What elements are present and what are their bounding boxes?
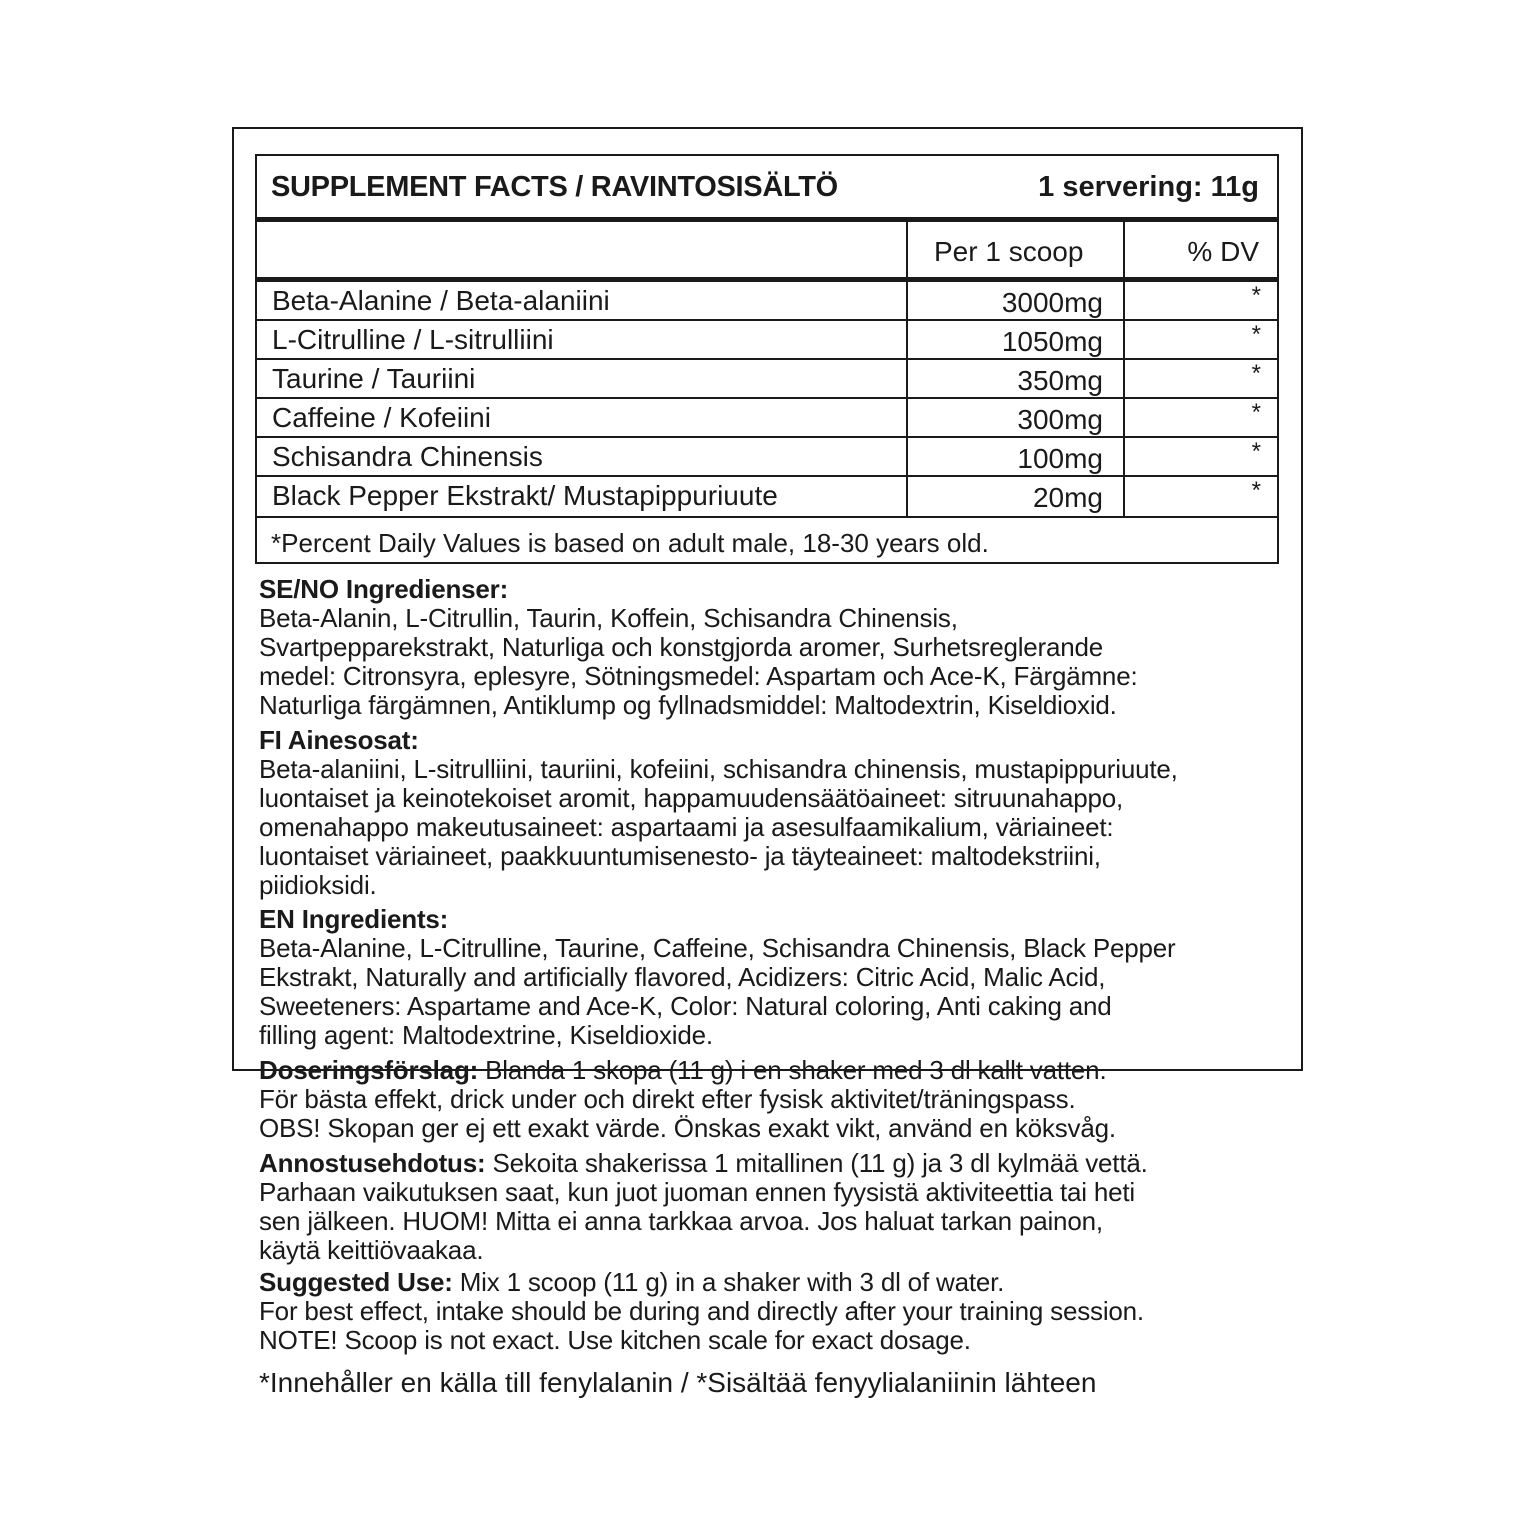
supplement-facts-table [255, 154, 1279, 564]
text-line: Beta-Alanin, L-Citrullin, Taurin, Koffein, Schisandra Chinensis, [259, 603, 958, 633]
section-text: Sekoita shakerissa 1 mitallinen (11 g) ja 3 dl kylmää vettä. [485, 1148, 1148, 1178]
col-header-dv: % DV [1187, 236, 1259, 267]
text-line: For best effect, intake should be during and directly after your training session. [259, 1296, 1144, 1326]
ingredient-amount: 300mg [1017, 404, 1103, 435]
fi-ingredients [259, 726, 1279, 900]
phenylalanine-note: *Innehåller en källa till fenylalanin / *Sisältää fenyylialaniinin lähteen [259, 1367, 1097, 1398]
ingredient-amount: 3000mg [1001, 287, 1103, 318]
section-label: Annostusehdotus: [259, 1148, 486, 1178]
text-line: Beta-alaniini, L-sitrulliini, tauriini, kofeiini, schisandra chinensis, mustapippuriuute, [259, 754, 1178, 784]
table-row [257, 360, 1277, 399]
ingredient-dv: * [1251, 477, 1261, 504]
section-text: Mix 1 scoop (11 g) in a shaker with 3 dl of water. [452, 1267, 1005, 1297]
table-row [257, 438, 1277, 477]
section-heading: SE/NO Ingredienser: [259, 574, 509, 604]
ingredient-dv: * [1251, 360, 1261, 387]
text-line: medel: Citronsyra, eplesyre, Sötningsmedel: Aspartam och Ace-K, Färgämne: [259, 661, 1138, 691]
section-heading: FI Ainesosat: [259, 725, 419, 755]
text-line: omenahappo makeutusaineet: aspartaami ja asesulfaamikalium, väriaineet: [259, 812, 1114, 842]
text-line: käytä keittiövaakaa. [259, 1235, 484, 1265]
text-line [259, 1056, 1279, 1085]
text-line: piidioksidi. [259, 870, 377, 900]
text-line: sen jälkeen. HUOM! Mitta ei anna tarkkaa arvoa. Jos haluat tarkan painon, [259, 1206, 1103, 1236]
annostus-section [259, 1149, 1279, 1265]
text-line: luontaiset väriaineet, paakkuuntumisenesto- ja täyteaineet: maltodekstriini, [259, 841, 1101, 871]
text-line: Parhaan vaikutuksen saat, kun juot juoman ennen fyysistä aktiviteettia tai heti [259, 1177, 1135, 1207]
col-header-amount: Per 1 scoop [934, 236, 1084, 267]
text-line: Sweeteners: Aspartame and Ace-K, Color: Natural coloring, Anti caking and [259, 991, 1112, 1021]
facts-title: SUPPLEMENT FACTS / RAVINTOSISÄLTÖ [271, 171, 838, 203]
section-text: Blanda 1 skopa (11 g) i en shaker med 3 dl kallt vatten. [478, 1055, 1107, 1085]
facts-header [257, 156, 1277, 222]
text-line: NOTE! Scoop is not exact. Use kitchen scale for exact dosage. [259, 1325, 971, 1355]
table-row [257, 399, 1277, 438]
se-no-ingredients [259, 575, 1279, 720]
table-row [257, 282, 1277, 321]
text-line: Ekstrakt, Naturally and artificially flavored, Acidizers: Citric Acid, Malic Acid, [259, 962, 1106, 992]
text-line: Svartpepparekstrakt, Naturliga och konstgjorda aromer, Surhetsreglerande [259, 632, 1104, 662]
section-label: Suggested Use: [259, 1267, 453, 1297]
ingredient-name: Black Pepper Ekstrakt/ Mustapippuriuute [272, 480, 778, 511]
ingredient-name: L-Citrulline / L-sitrulliini [272, 324, 554, 355]
section-heading: EN Ingredients: [259, 904, 449, 934]
text-line: OBS! Skopan ger ej ett exakt värde. Önskas exakt vikt, använd en köksvåg. [259, 1113, 1116, 1143]
text-line: Naturliga färgämnen, Antiklump og fyllnadsmiddel: Maltodextrin, Kiseldioxid. [259, 690, 1117, 720]
dv-footnote: *Percent Daily Values is based on adult male, 18-30 years old. [271, 528, 989, 558]
ingredient-dv: * [1251, 438, 1261, 465]
text-line: För bästa effekt, drick under och direkt efter fysisk aktivitet/träningspass. [259, 1084, 1076, 1114]
ingredient-dv: * [1251, 399, 1261, 426]
ingredient-amount: 100mg [1017, 443, 1103, 474]
text-line: luontaiset ja keinotekoiset aromit, happamuudensäätöaineet: sitruunahappo, [259, 783, 1124, 813]
serving-size: 1 servering: 11g [1038, 171, 1259, 203]
ingredient-dv: * [1251, 321, 1261, 348]
section-label: Doseringsförslag: [259, 1055, 479, 1085]
ingredient-amount: 1050mg [1001, 326, 1103, 357]
text-line [259, 1149, 1279, 1178]
dosering-section [259, 1056, 1279, 1143]
ingredient-amount: 20mg [1032, 482, 1103, 513]
ingredient-name: Schisandra Chinensis [272, 441, 543, 472]
en-ingredients [259, 905, 1279, 1050]
suggested-use-section [259, 1268, 1279, 1355]
ingredient-name: Caffeine / Kofeiini [272, 402, 491, 433]
ingredient-name: Taurine / Tauriini [272, 363, 476, 394]
text-line [259, 1268, 1279, 1297]
ingredient-name: Beta-Alanine / Beta-alaniini [272, 285, 610, 316]
table-row [257, 321, 1277, 360]
ingredient-dv: * [1251, 282, 1261, 309]
text-line: Beta-Alanine, L-Citrulline, Taurine, Caffeine, Schisandra Chinensis, Black Pepper [259, 933, 1176, 963]
ingredient-amount: 350mg [1017, 365, 1103, 396]
text-line: filling agent: Maltodextrine, Kiseldioxide. [259, 1020, 713, 1050]
table-row [257, 477, 1277, 518]
